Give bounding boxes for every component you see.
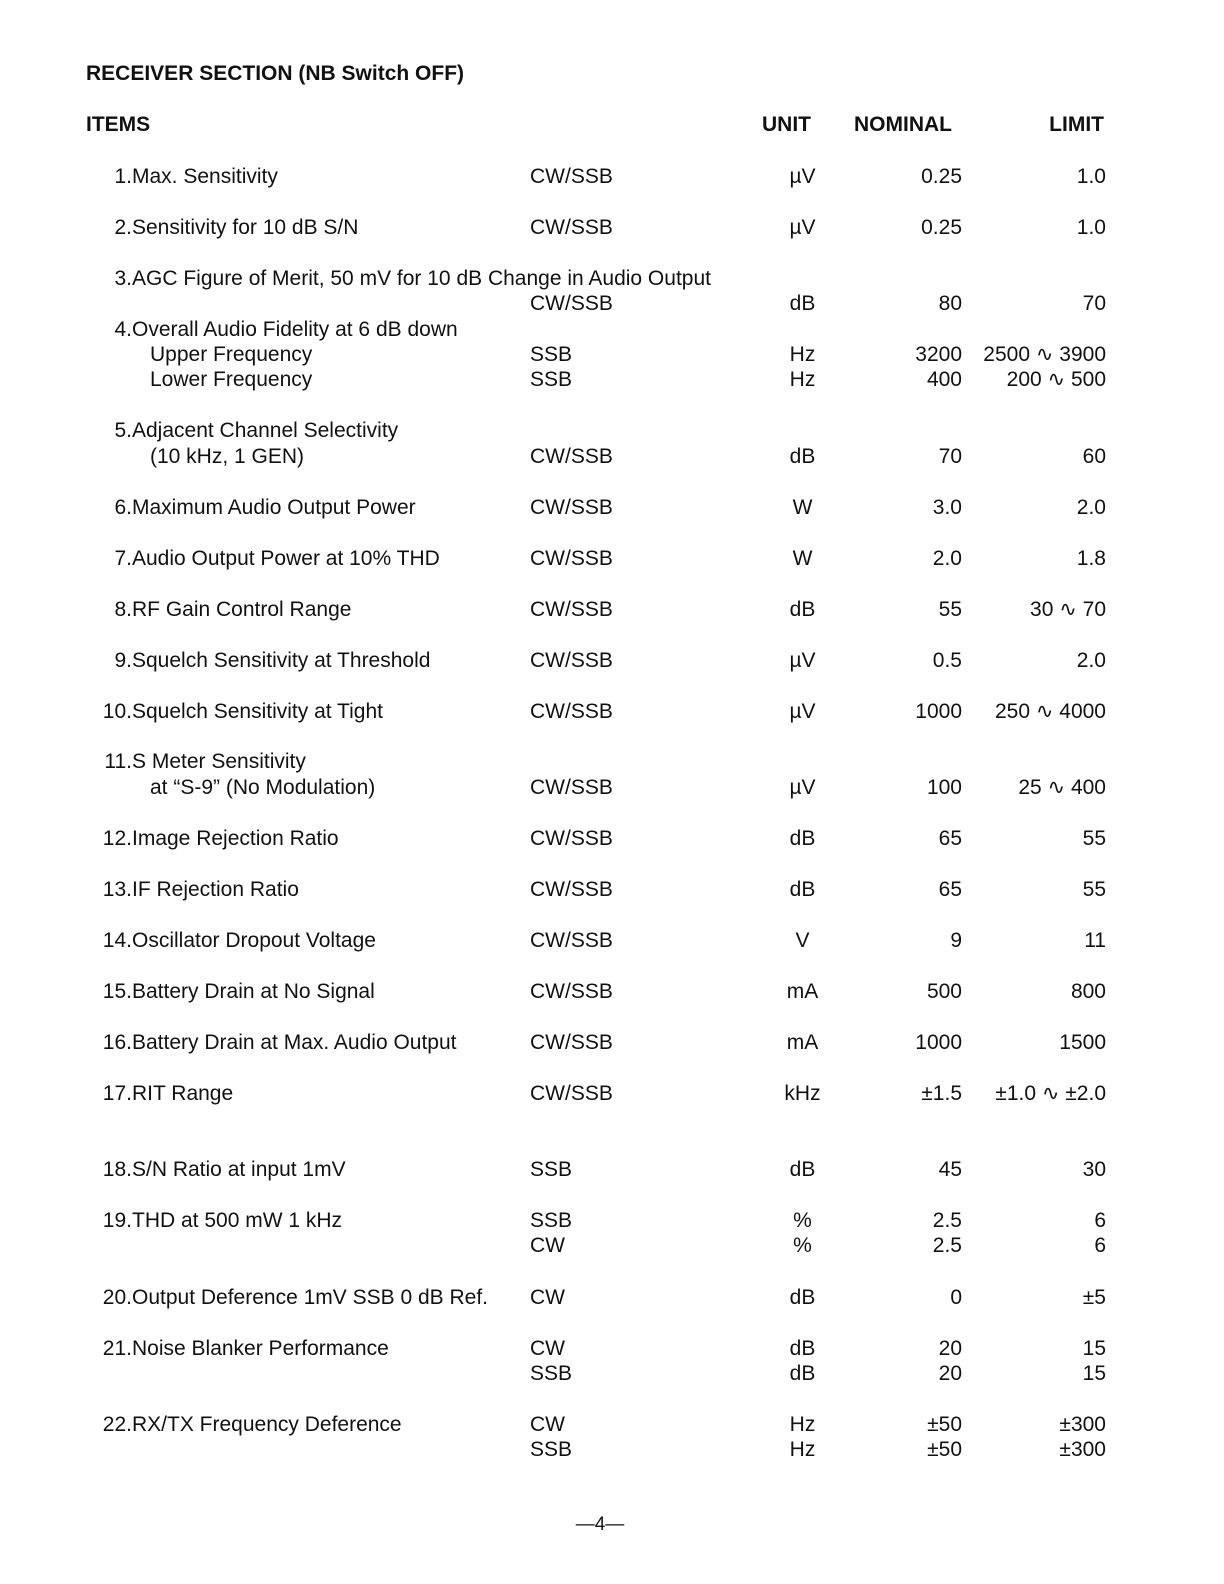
table-row <box>0 1285 1224 1311</box>
item-unit: µV <box>789 165 816 188</box>
table-row <box>0 597 1224 623</box>
item-limit: 200 ∿ 500 <box>1006 368 1106 391</box>
item-name: Image Rejection Ratio <box>132 827 339 850</box>
item-limit: 25 ∿ 400 <box>1018 776 1106 799</box>
table-row <box>0 266 1224 292</box>
item-nominal: 500 <box>926 980 962 1003</box>
item-number: 12. <box>102 827 132 850</box>
table-row <box>0 1412 1224 1438</box>
item-nominal: 45 <box>938 1158 962 1181</box>
item-nominal: 100 <box>926 776 962 799</box>
item-unit: µV <box>789 216 816 239</box>
item-name: RIT Range <box>132 1082 234 1105</box>
item-mode: CW/SSB <box>530 165 613 188</box>
item-name: Battery Drain at No Signal <box>132 980 375 1003</box>
item-mode: SSB <box>530 1158 573 1181</box>
header-limit: LIMIT <box>1049 113 1104 136</box>
item-limit: 15 <box>1082 1362 1106 1385</box>
table-row <box>0 1157 1224 1183</box>
item-name: Overall Audio Fidelity at 6 dB down <box>132 318 458 341</box>
item-limit: ±300 <box>1059 1413 1106 1436</box>
item-mode: CW/SSB <box>530 292 613 315</box>
item-nominal: 55 <box>938 598 962 621</box>
item-mode: SSB <box>530 1209 573 1232</box>
item-limit: 55 <box>1082 878 1106 901</box>
item-number: 9. <box>114 649 132 672</box>
item-unit: W <box>792 547 813 570</box>
item-limit: 30 ∿ 70 <box>1030 598 1106 621</box>
item-number: 3. <box>114 267 132 290</box>
item-nominal: 0 <box>950 1286 962 1309</box>
item-mode: CW/SSB <box>530 1082 613 1105</box>
item-mode: CW <box>530 1234 565 1257</box>
item-mode: CW/SSB <box>530 827 613 850</box>
item-number: 16. <box>102 1031 132 1054</box>
item-unit: Hz <box>789 1438 816 1461</box>
item-subname: at “S-9” (No Modulation) <box>150 776 376 799</box>
item-nominal: 2.5 <box>932 1209 962 1232</box>
item-mode: CW/SSB <box>530 929 613 952</box>
item-name: Noise Blanker Performance <box>132 1337 389 1360</box>
item-number: 22. <box>102 1413 132 1436</box>
item-mode: CW/SSB <box>530 445 613 468</box>
item-nominal: 9 <box>950 929 962 952</box>
header-nominal: NOMINAL <box>854 113 952 136</box>
item-mode: CW/SSB <box>530 776 613 799</box>
item-name: S/N Ratio at input 1mV <box>132 1158 346 1181</box>
table-subrow <box>0 342 1224 368</box>
item-nominal: 20 <box>938 1362 962 1385</box>
item-unit: Hz <box>789 1413 816 1436</box>
item-subname: Lower Frequency <box>150 368 313 391</box>
item-name: Maximum Audio Output Power <box>132 496 416 519</box>
table-row <box>0 1030 1224 1056</box>
item-mode: CW/SSB <box>530 1031 613 1054</box>
item-limit: 55 <box>1082 827 1106 850</box>
table-subrow <box>0 444 1224 470</box>
item-mode: CW/SSB <box>530 878 613 901</box>
item-nominal: 3.0 <box>932 496 962 519</box>
item-unit: % <box>793 1234 812 1257</box>
table-subrow <box>0 775 1224 801</box>
item-name: AGC Figure of Merit, 50 mV for 10 dB Change in Audio Output <box>132 267 711 290</box>
item-name: THD at 500 mW 1 kHz <box>132 1209 343 1232</box>
item-mode: CW <box>530 1413 565 1436</box>
item-number: 14. <box>102 929 132 952</box>
table-row <box>0 1208 1224 1234</box>
item-limit: 1500 <box>1059 1031 1106 1054</box>
item-unit: mA <box>786 980 819 1003</box>
table-subrow <box>0 1361 1224 1387</box>
item-nominal: 65 <box>938 878 962 901</box>
item-nominal: ±1.5 <box>921 1082 962 1105</box>
item-limit: 6 <box>1094 1234 1106 1257</box>
item-unit: kHz <box>784 1082 821 1105</box>
item-mode: CW <box>530 1286 565 1309</box>
item-number: 8. <box>114 598 132 621</box>
item-number: 21. <box>102 1337 132 1360</box>
item-mode: SSB <box>530 1438 573 1461</box>
item-unit: Hz <box>789 343 816 366</box>
item-number: 10. <box>102 700 132 723</box>
item-name: S Meter Sensitivity <box>132 750 306 773</box>
table-row <box>0 215 1224 241</box>
table-row <box>0 546 1224 572</box>
item-name: IF Rejection Ratio <box>132 878 299 901</box>
item-limit: 800 <box>1070 980 1106 1003</box>
item-limit: 15 <box>1082 1337 1106 1360</box>
table-subrow <box>0 367 1224 393</box>
item-unit: dB <box>789 1337 816 1360</box>
item-nominal: 2.0 <box>932 547 962 570</box>
item-number: 13. <box>102 878 132 901</box>
page-number: —4— <box>575 1514 625 1535</box>
item-mode: CW/SSB <box>530 598 613 621</box>
item-number: 20. <box>102 1286 132 1309</box>
item-number: 15. <box>102 980 132 1003</box>
item-number: 1. <box>114 165 132 188</box>
item-mode: CW/SSB <box>530 547 613 570</box>
table-row <box>0 877 1224 903</box>
item-subname: (10 kHz, 1 GEN) <box>150 445 305 468</box>
item-limit: 2.0 <box>1076 649 1106 672</box>
table-row <box>0 648 1224 674</box>
item-nominal: 0.25 <box>921 216 962 239</box>
item-limit: 60 <box>1082 445 1106 468</box>
item-unit: dB <box>789 1362 816 1385</box>
item-unit: µV <box>789 700 816 723</box>
item-limit: 1.8 <box>1076 547 1106 570</box>
item-name: Oscillator Dropout Voltage <box>132 929 376 952</box>
item-mode: SSB <box>530 343 573 366</box>
item-unit: µV <box>789 776 816 799</box>
item-limit: 1.0 <box>1076 216 1106 239</box>
item-mode: CW/SSB <box>530 700 613 723</box>
item-name: RX/TX Frequency Deference <box>132 1413 402 1436</box>
table-row <box>0 928 1224 954</box>
item-number: 4. <box>114 318 132 341</box>
item-nominal: 400 <box>926 368 962 391</box>
item-mode: CW/SSB <box>530 216 613 239</box>
table-row <box>0 418 1224 444</box>
item-number: 5. <box>114 419 132 442</box>
item-limit: ±300 <box>1059 1438 1106 1461</box>
item-unit: dB <box>789 292 816 315</box>
item-unit: dB <box>789 445 816 468</box>
item-limit: 2500 ∿ 3900 <box>983 343 1106 366</box>
item-limit: 30 <box>1082 1158 1106 1181</box>
table-row <box>0 826 1224 852</box>
table-row <box>0 979 1224 1005</box>
item-limit: 6 <box>1094 1209 1106 1232</box>
header-items: ITEMS <box>86 113 151 136</box>
item-limit: ±5 <box>1082 1286 1106 1309</box>
item-nominal: 80 <box>938 292 962 315</box>
item-unit: dB <box>789 878 816 901</box>
header-unit: UNIT <box>762 113 811 136</box>
item-unit: mA <box>786 1031 819 1054</box>
item-mode: CW/SSB <box>530 496 613 519</box>
table-row <box>0 749 1224 775</box>
item-name: Output Deference 1mV SSB 0 dB Ref. <box>132 1286 489 1309</box>
item-mode: CW/SSB <box>530 980 613 1003</box>
item-mode: SSB <box>530 1362 573 1385</box>
item-nominal: 70 <box>938 445 962 468</box>
item-name: Squelch Sensitivity at Tight <box>132 700 383 723</box>
item-subname: Upper Frequency <box>150 343 313 366</box>
item-nominal: 0.5 <box>932 649 962 672</box>
item-unit: V <box>795 929 810 952</box>
item-unit: dB <box>789 827 816 850</box>
table-row <box>0 164 1224 190</box>
item-mode: CW/SSB <box>530 649 613 672</box>
table-row <box>0 1336 1224 1362</box>
item-name: Adjacent Channel Selectivity <box>132 419 399 442</box>
item-nominal: ±50 <box>927 1413 962 1436</box>
item-unit: Hz <box>789 368 816 391</box>
item-name: Audio Output Power at 10% THD <box>132 547 440 570</box>
item-number: 17. <box>102 1082 132 1105</box>
item-name: Sensitivity for 10 dB S/N <box>132 216 359 239</box>
item-number: 6. <box>114 496 132 519</box>
item-number: 2. <box>114 216 132 239</box>
table-row-values <box>0 291 1224 317</box>
item-mode: SSB <box>530 368 573 391</box>
item-limit: 250 ∿ 4000 <box>994 700 1106 723</box>
item-nominal: 20 <box>938 1337 962 1360</box>
item-name: RF Gain Control Range <box>132 598 352 621</box>
item-nominal: 1000 <box>915 700 962 723</box>
table-row <box>0 317 1224 343</box>
table-row <box>0 1081 1224 1107</box>
item-nominal: 2.5 <box>932 1234 962 1257</box>
item-nominal: ±50 <box>927 1438 962 1461</box>
item-number: 11. <box>104 750 132 773</box>
item-number: 18. <box>102 1158 132 1181</box>
item-limit: 70 <box>1082 292 1106 315</box>
item-mode: CW <box>530 1337 565 1360</box>
item-unit: W <box>792 496 813 519</box>
item-number: 7. <box>114 547 132 570</box>
item-nominal: 0.25 <box>921 165 962 188</box>
table-subrow <box>0 1233 1224 1259</box>
item-nominal: 3200 <box>915 343 962 366</box>
table-subrow <box>0 1437 1224 1463</box>
item-unit: µV <box>789 649 816 672</box>
table-row <box>0 699 1224 725</box>
item-unit: % <box>793 1209 812 1232</box>
item-number: 19. <box>102 1209 132 1232</box>
table-row <box>0 495 1224 521</box>
item-nominal: 65 <box>938 827 962 850</box>
item-name: Squelch Sensitivity at Threshold <box>132 649 431 672</box>
item-limit: 2.0 <box>1076 496 1106 519</box>
item-limit: 11 <box>1084 929 1106 952</box>
item-limit: 1.0 <box>1076 165 1106 188</box>
item-unit: dB <box>789 598 816 621</box>
item-name: Battery Drain at Max. Audio Output <box>132 1031 457 1054</box>
section-title: RECEIVER SECTION (NB Switch OFF) <box>86 62 465 85</box>
item-name: Max. Sensitivity <box>132 165 278 188</box>
item-unit: dB <box>789 1158 816 1181</box>
item-nominal: 1000 <box>915 1031 962 1054</box>
item-limit: ±1.0 ∿ ±2.0 <box>995 1082 1106 1105</box>
item-unit: dB <box>789 1286 816 1309</box>
